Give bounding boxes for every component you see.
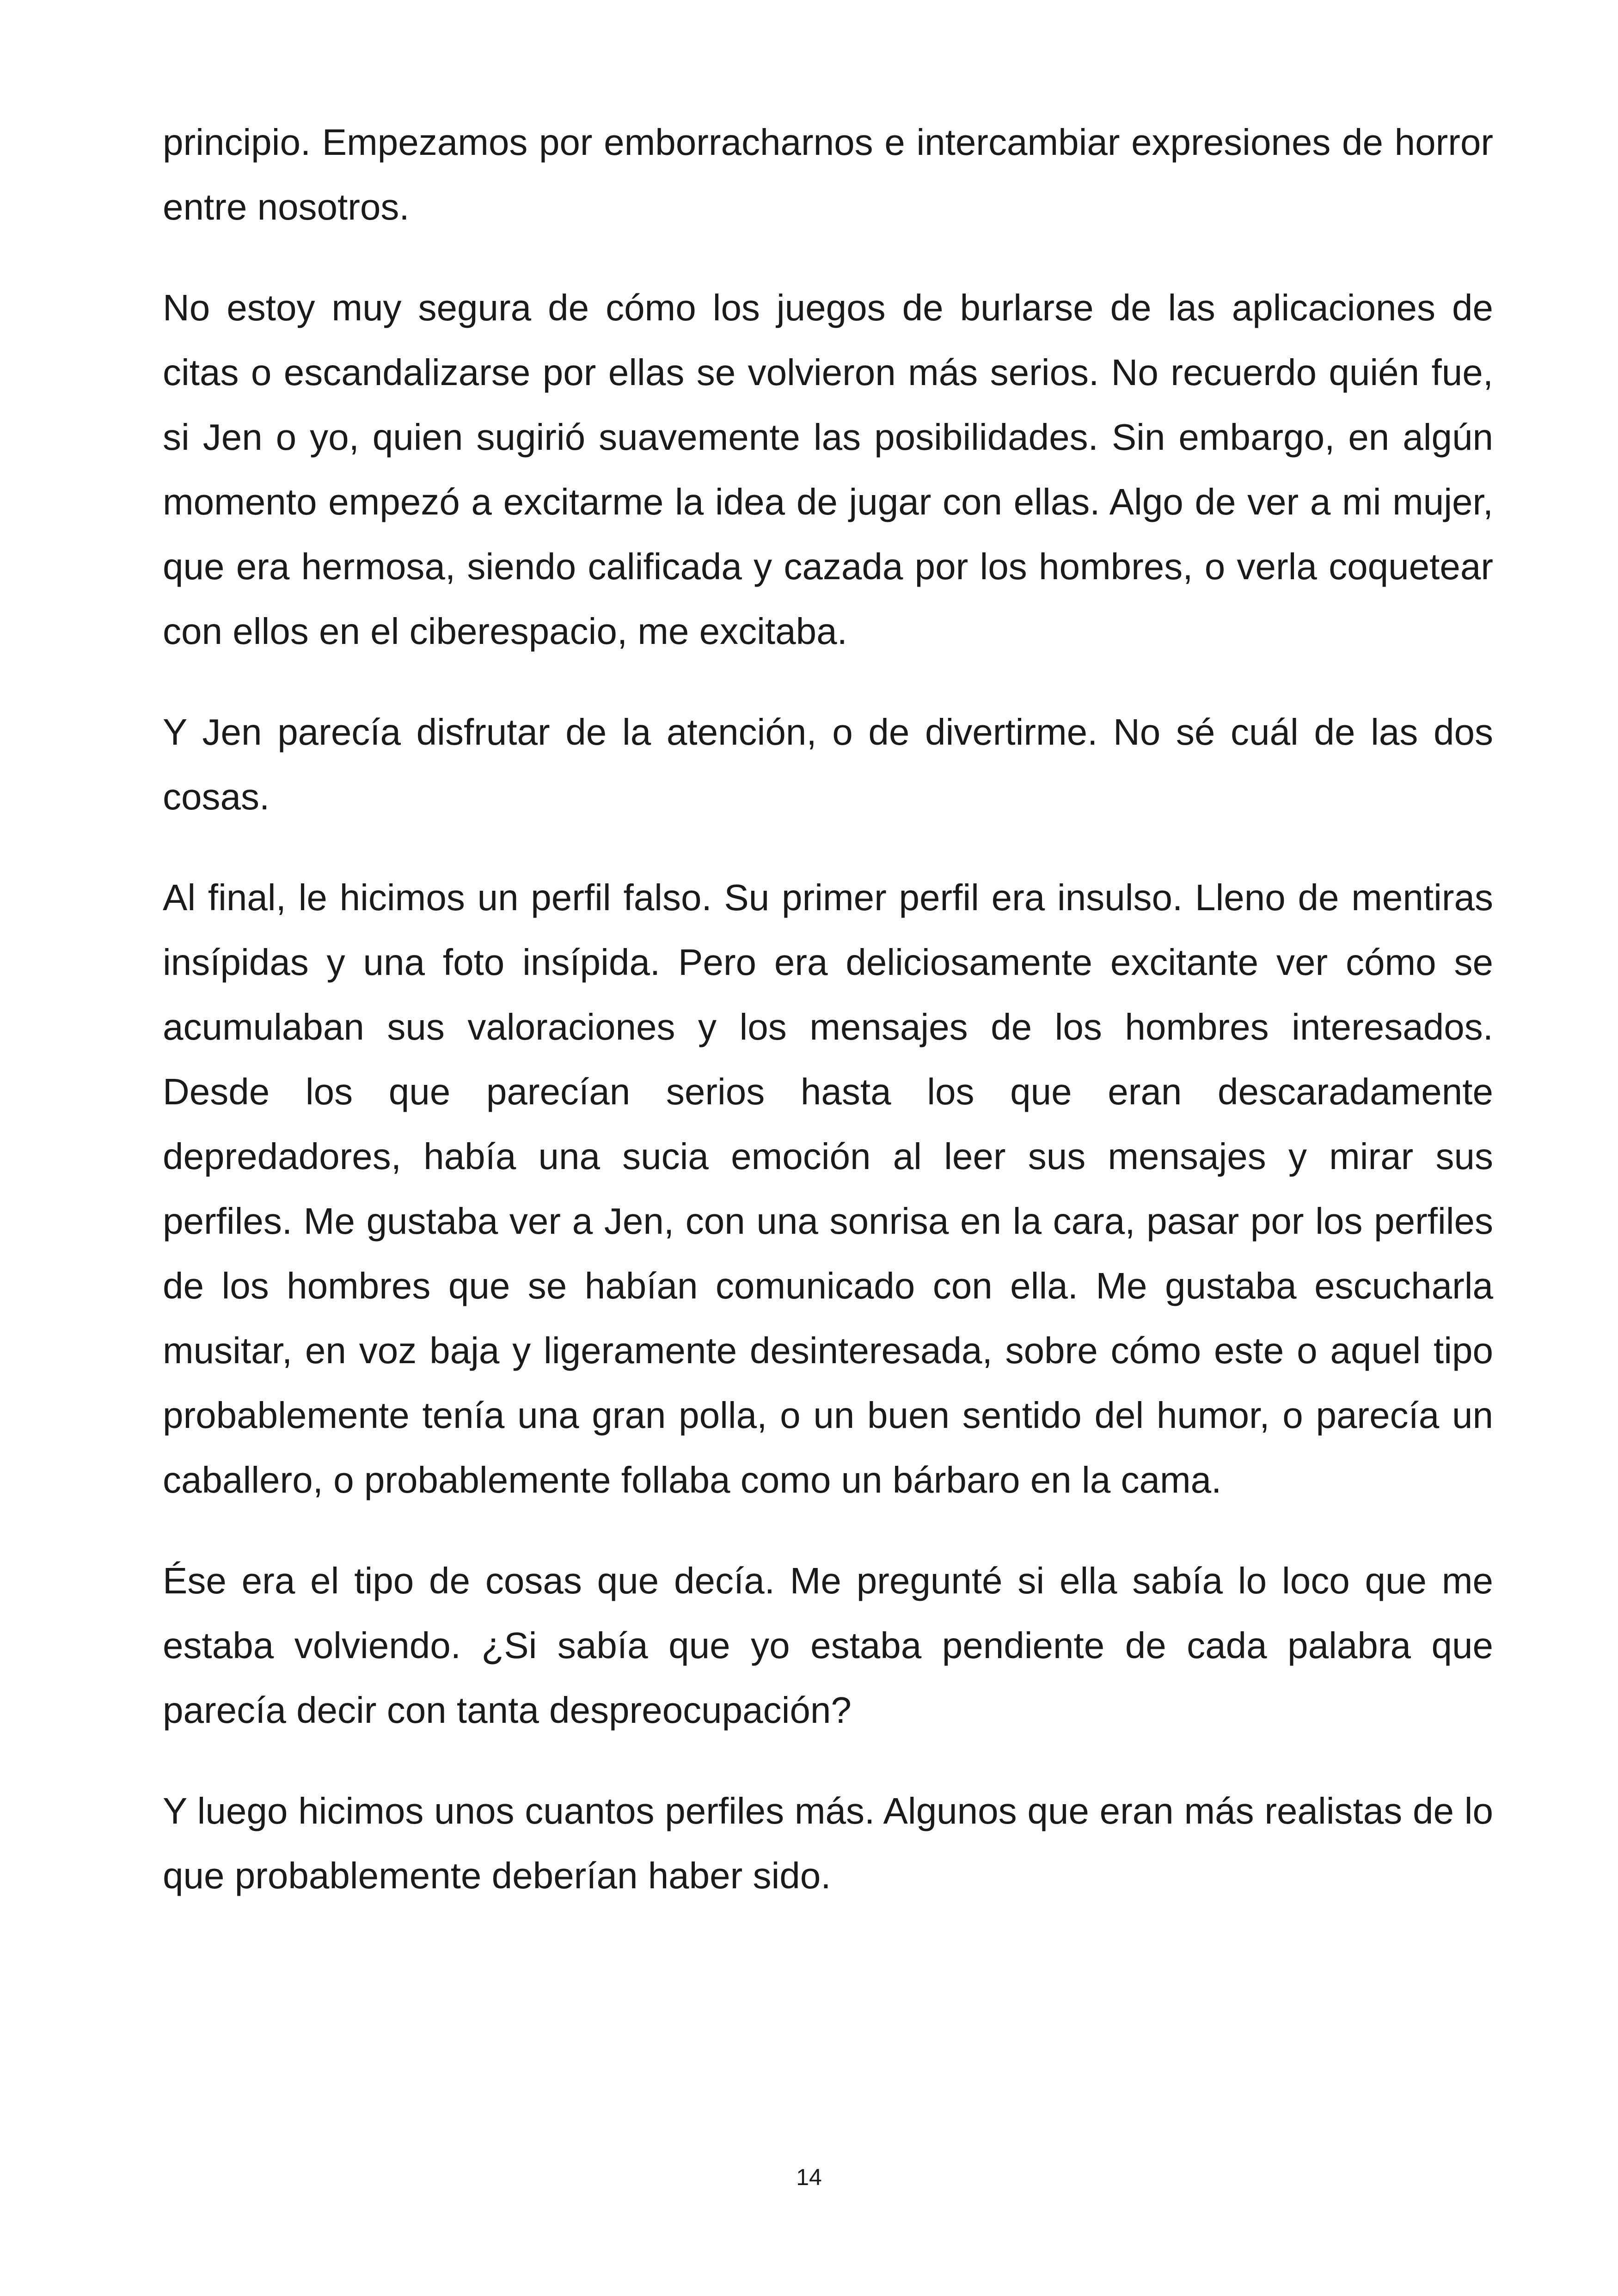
paragraph: principio. Empezamos por emborracharnos e intercambiar expresiones de horror entre nosotros. (163, 122, 1493, 227)
paragraph: No estoy muy segura de cómo los juegos de burlarse de las aplicaciones de citas o escandalizarse por ellas se volvieron más serios. No recuerdo quién fue, si Jen o yo, quien sugirió suavemente las posibilidades. Sin embargo, en algún momento empezó a excitarme la idea de jugar con ellas. Algo de ver a mi mujer, que era hermosa, siendo calificada y cazada por los hombres, o verla coquetear con ellos en el ciberespacio, me excitaba. (163, 287, 1493, 652)
paragraph: Ése era el tipo de cosas que decía. Me pregunté si ella sabía lo loco que me estaba volviendo. ¿Si sabía que yo estaba pendiente de cada palabra que parecía decir con tanta despreocupación? (163, 1560, 1493, 1731)
paragraph: Y luego hicimos unos cuantos perfiles más. Algunos que eran más realistas de lo que probablemente deberían haber sido. (163, 1790, 1493, 1896)
page-number: 14 (796, 2164, 822, 2190)
paragraph: Y Jen parecía disfrutar de la atención, o de divertirme. No sé cuál de las dos cosas. (163, 711, 1493, 817)
body-text (163, 110, 1493, 1908)
paragraph: Al final, le hicimos un perfil falso. Su primer perfil era insulso. Lleno de mentiras insípidas y una foto insípida. Pero era deliciosamente excitante ver cómo se acumulaban sus valoraciones y los mensajes de los hombres interesados. Desde los que parecían serios hasta los que eran descaradamente depredadores, había una sucia emoción al leer sus mensajes y mirar sus perfiles. Me gustaba ver a Jen, con una sonrisa en la cara, pasar por los perfiles de los hombres que se habían comunicado con ella. Me gustaba escucharla musitar, en voz baja y ligeramente desinteresada, sobre cómo este o aquel tipo probablemente tenía una gran polla, o un buen sentido del humor, o parecía un caballero, o probablemente follaba como un bárbaro en la cama. (163, 877, 1493, 1500)
